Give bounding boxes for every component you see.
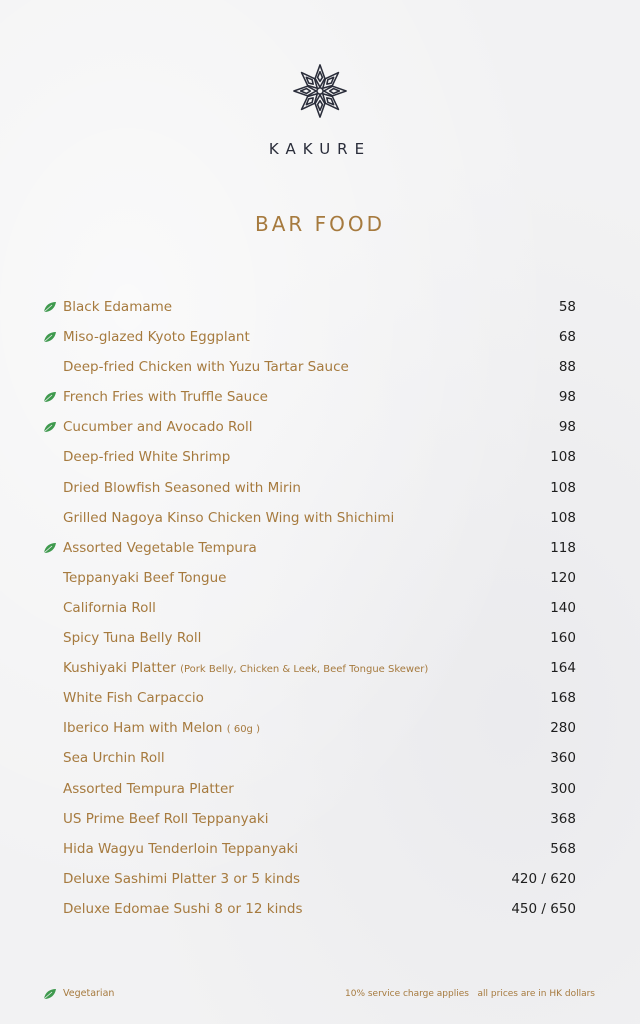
menu-item-title: Assorted Tempura Platter (63, 780, 234, 797)
menu-item (0, 352, 640, 382)
leaf-icon (43, 301, 57, 313)
menu-item (0, 533, 640, 563)
menu-item-price: 420 / 620 (511, 870, 576, 887)
menu-item (0, 442, 640, 472)
menu-item-price: 168 (550, 690, 576, 707)
menu-item-name (63, 623, 201, 653)
menu-item-name (63, 743, 165, 773)
menu-list (0, 292, 640, 924)
menu-item-title: Black Edamame (63, 299, 173, 315)
menu-item-title: Teppanyaki Beef Tongue (63, 569, 227, 586)
menu-item-title: White Fish Carpaccio (63, 690, 204, 707)
menu-item-price: 108 (550, 449, 576, 466)
section-title: BAR FOOD (254, 212, 386, 236)
menu-item-name (63, 864, 300, 894)
menu-item (0, 653, 640, 683)
menu-item (0, 292, 640, 322)
menu-item-price: 164 (550, 660, 576, 677)
menu-item-price: 68 (558, 329, 576, 346)
menu-item-title: Deluxe Edomae Sushi 8 or 12 kinds (63, 900, 303, 917)
menu-item-title: Hida Wagyu Tenderloin Teppanyaki (63, 840, 299, 857)
menu-item (0, 894, 640, 924)
menu-item (0, 382, 640, 412)
menu-item-name (63, 713, 260, 745)
menu-item-title: Grilled Nagoya Kinso Chicken Wing with Shichimi (63, 509, 395, 526)
menu-item (0, 683, 640, 713)
menu-item-title: Cucumber and Avocado Roll (63, 419, 253, 436)
menu-item-name (63, 683, 204, 713)
menu-item (0, 503, 640, 533)
menu-item-title: Miso-glazed Kyoto Eggplant (63, 329, 250, 346)
menu-item-price: 58 (558, 299, 576, 315)
menu-item-title: Deep-fried Chicken with Yuzu Tartar Sauce (63, 359, 349, 376)
menu-item-title: Kushiyaki Platter (63, 660, 176, 677)
menu-item-name (63, 774, 234, 804)
leaf-icon (43, 421, 57, 433)
menu-item (0, 834, 640, 864)
menu-item-price: 108 (550, 479, 576, 496)
menu-item-name (63, 503, 394, 533)
menu-item-name (63, 563, 226, 593)
menu-item-title: Spicy Tuna Belly Roll (63, 630, 202, 647)
menu-item-title: French Fries with Truffle Sauce (63, 389, 268, 406)
menu-item-name (63, 894, 303, 924)
leaf-icon (43, 542, 57, 554)
leaf-icon (43, 988, 57, 1000)
menu-item (0, 774, 640, 804)
menu-item-price: 280 (550, 720, 576, 737)
menu-item-title: California Roll (63, 599, 156, 616)
brand-name: KAKURE (268, 140, 372, 158)
menu-item-price: 98 (558, 389, 576, 406)
menu-item-name (63, 804, 269, 834)
leaf-icon (43, 331, 57, 343)
footer (0, 987, 640, 1003)
menu-item-title: Deluxe Sashimi Platter 3 or 5 kinds (63, 870, 301, 887)
menu-item-name (63, 292, 172, 322)
service-charge-note: 10% service charge applies all prices are in HK dollars (345, 989, 595, 999)
menu-item-price: 568 (550, 840, 576, 857)
menu-item (0, 563, 640, 593)
menu-item-title: Iberico Ham with Melon (63, 720, 223, 737)
menu-item-title: Sea Urchin Roll (63, 750, 165, 767)
menu-item-name (63, 322, 250, 352)
menu-item-name (63, 412, 253, 442)
menu-item (0, 593, 640, 623)
menu-item-title: Deep-fried White Shrimp (63, 449, 231, 466)
menu-item-name (63, 834, 298, 864)
leaf-icon (43, 391, 57, 403)
menu-item-name (63, 473, 301, 503)
menu-item (0, 412, 640, 442)
menu-item-name (63, 593, 156, 623)
vegetarian-legend: Vegetarian (63, 988, 115, 999)
menu-item-price: 118 (550, 539, 576, 556)
menu-item-price: 300 (550, 780, 576, 797)
menu-item (0, 804, 640, 834)
menu-item (0, 713, 640, 743)
menu-item-note: ( 60g ) (226, 724, 260, 736)
menu-item-title: US Prime Beef Roll Teppanyaki (63, 810, 269, 827)
menu-item (0, 623, 640, 653)
menu-item-price: 140 (550, 599, 576, 616)
menu-item-name (63, 653, 428, 685)
menu-item-name (63, 352, 349, 382)
menu-item-name (63, 382, 268, 412)
menu-item-price: 88 (558, 359, 576, 376)
menu-item-price: 120 (550, 569, 576, 586)
menu-item-name (63, 442, 230, 472)
menu-item (0, 473, 640, 503)
menu-item (0, 743, 640, 773)
lotus-flower-icon (291, 62, 349, 120)
menu-item-price: 360 (550, 750, 576, 767)
menu-item-note: (Pork Belly, Chicken & Leek, Beef Tongue Skewer) (180, 664, 429, 676)
menu-item-price: 108 (550, 509, 576, 526)
menu-item-price: 160 (550, 630, 576, 647)
menu-item-title: Assorted Vegetable Tempura (63, 539, 257, 556)
menu-item-title: Dried Blowfish Seasoned with Mirin (63, 479, 301, 496)
menu-item-price: 98 (558, 419, 576, 436)
menu-item-price: 450 / 650 (511, 900, 576, 917)
menu-item (0, 322, 640, 352)
menu-item-name (63, 533, 257, 563)
menu-item (0, 864, 640, 894)
menu-item-price: 368 (550, 810, 576, 827)
